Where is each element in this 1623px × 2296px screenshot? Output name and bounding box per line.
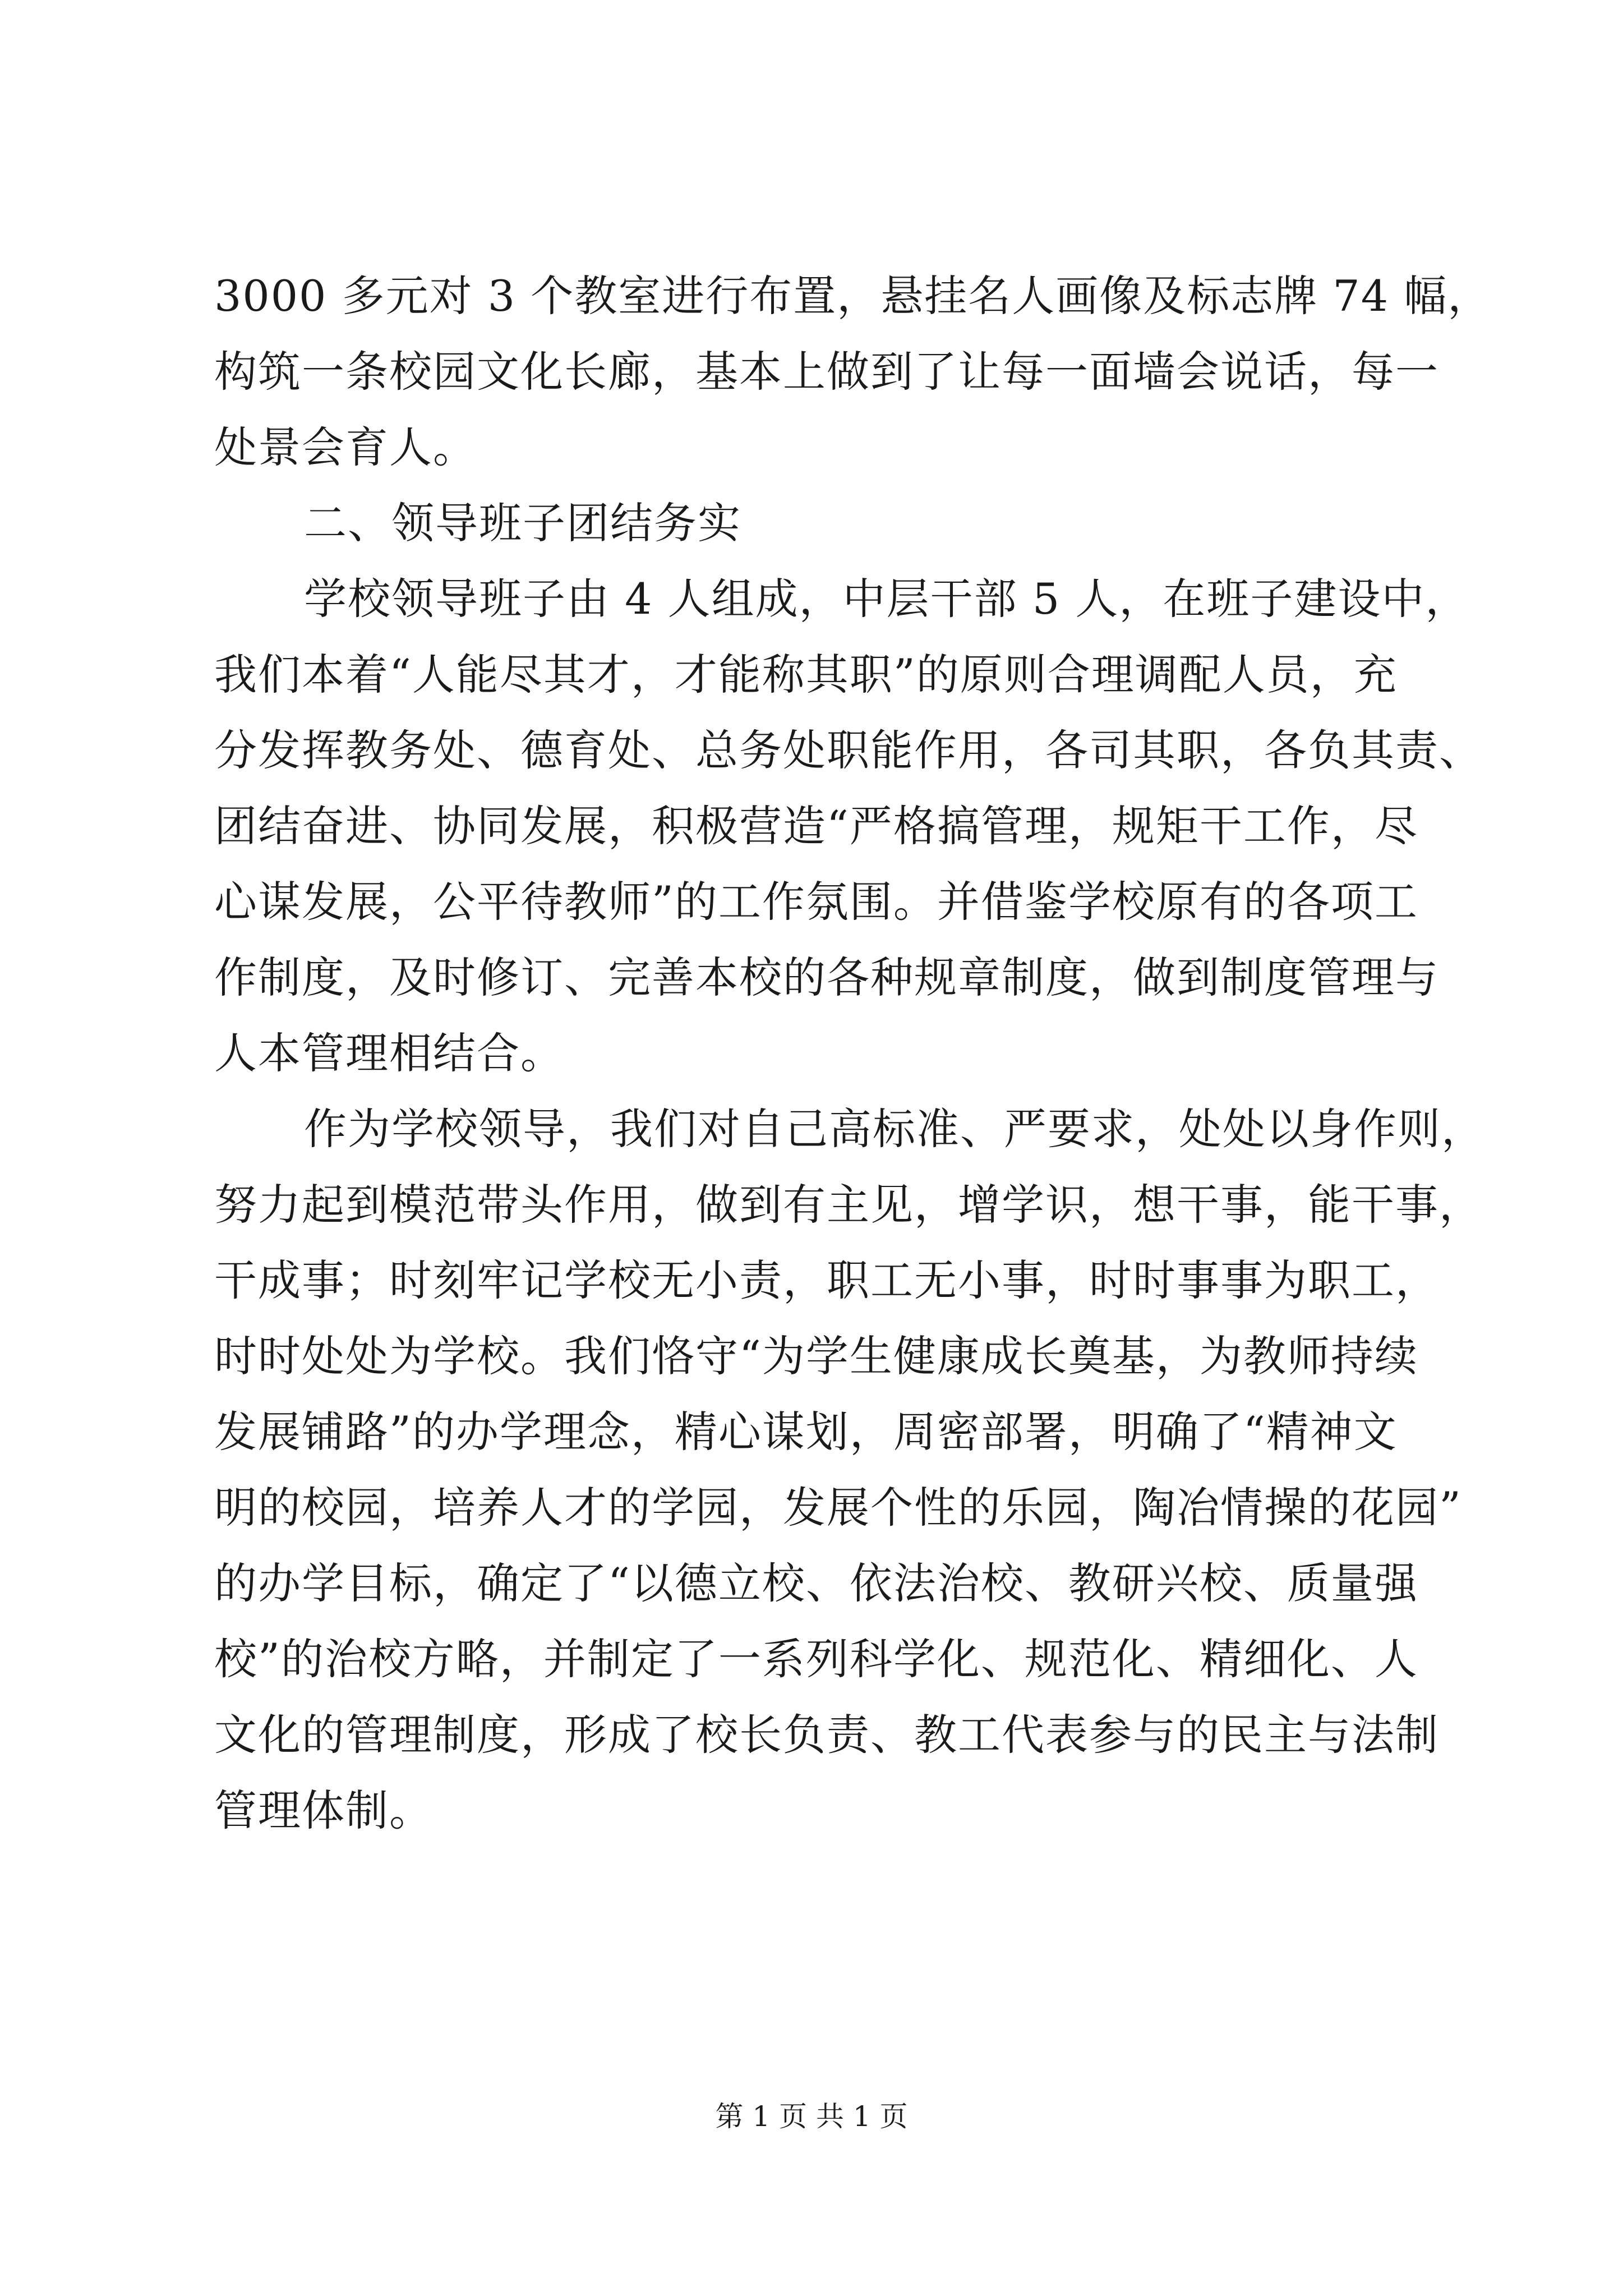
text-line: 时时处处为学校。我们恪守“为学生健康成长奠基，为教师持续 [214, 1331, 1418, 1381]
text-line: 分发挥教务处、德育处、总务处职能作用，各司其职，各负其责、 [214, 725, 1483, 775]
text-line: 的办学目标，确定了“以德立校、依法治校、教研兴校、质量强 [214, 1558, 1418, 1608]
text-line: 校”的治校方略，并制定了一系列科学化、规范化、精细化、人 [214, 1634, 1418, 1684]
text-line: 心谋发展，公平待教师”的工作氛围。并借鉴学校原有的各项工 [214, 877, 1418, 927]
text-line: 人本管理相结合。 [214, 1028, 564, 1078]
text-line: 我们本着“人能尽其才，才能称其职”的原则合理调配人员，充 [214, 650, 1398, 700]
text-line: 学校领导班子由 4 人组成，中层干部 5 人，在班子建设中， [304, 574, 1469, 624]
text-line: 作为学校领导，我们对自己高标准、严要求，处处以身作则， [304, 1104, 1485, 1154]
text-line: 作制度，及时修订、完善本校的各种规章制度，做到制度管理与 [214, 953, 1439, 1002]
text-line: 管理体制。 [214, 1786, 433, 1835]
text-line: 处景会育人。 [214, 422, 477, 472]
section-heading: 二、领导班子团结务实 [304, 498, 741, 548]
text-line: 构筑一条校园文化长廊，基本上做到了让每一面墙会说话，每一 [214, 347, 1439, 397]
text-line: 文化的管理制度，形成了校长负责、教工代表参与的民主与法制 [214, 1710, 1439, 1760]
text-line: 3000 多元对 3 个教室进行布置，悬挂名人画像及标志牌 74 幅， [214, 271, 1492, 321]
text-line: 努力起到模范带头作用，做到有主见，增学识，想干事，能干事， [214, 1180, 1483, 1230]
text-line: 干成事；时刻牢记学校无小责，职工无小事，时时事事为职工， [214, 1255, 1439, 1305]
text-line: 明的校园，培养人才的学园，发展个性的乐园，陶冶情操的花园” [214, 1483, 1462, 1533]
text-line: 发展铺路”的办学理念，精心谋划，周密部署，明确了“精神文 [214, 1407, 1398, 1457]
text-line: 团结奋进、协同发展，积极营造“严格搞管理，规矩干工作，尽 [214, 801, 1418, 851]
body-text [214, 258, 1492, 1848]
page-footer: 第 1 页 共 1 页 [715, 2100, 908, 2133]
